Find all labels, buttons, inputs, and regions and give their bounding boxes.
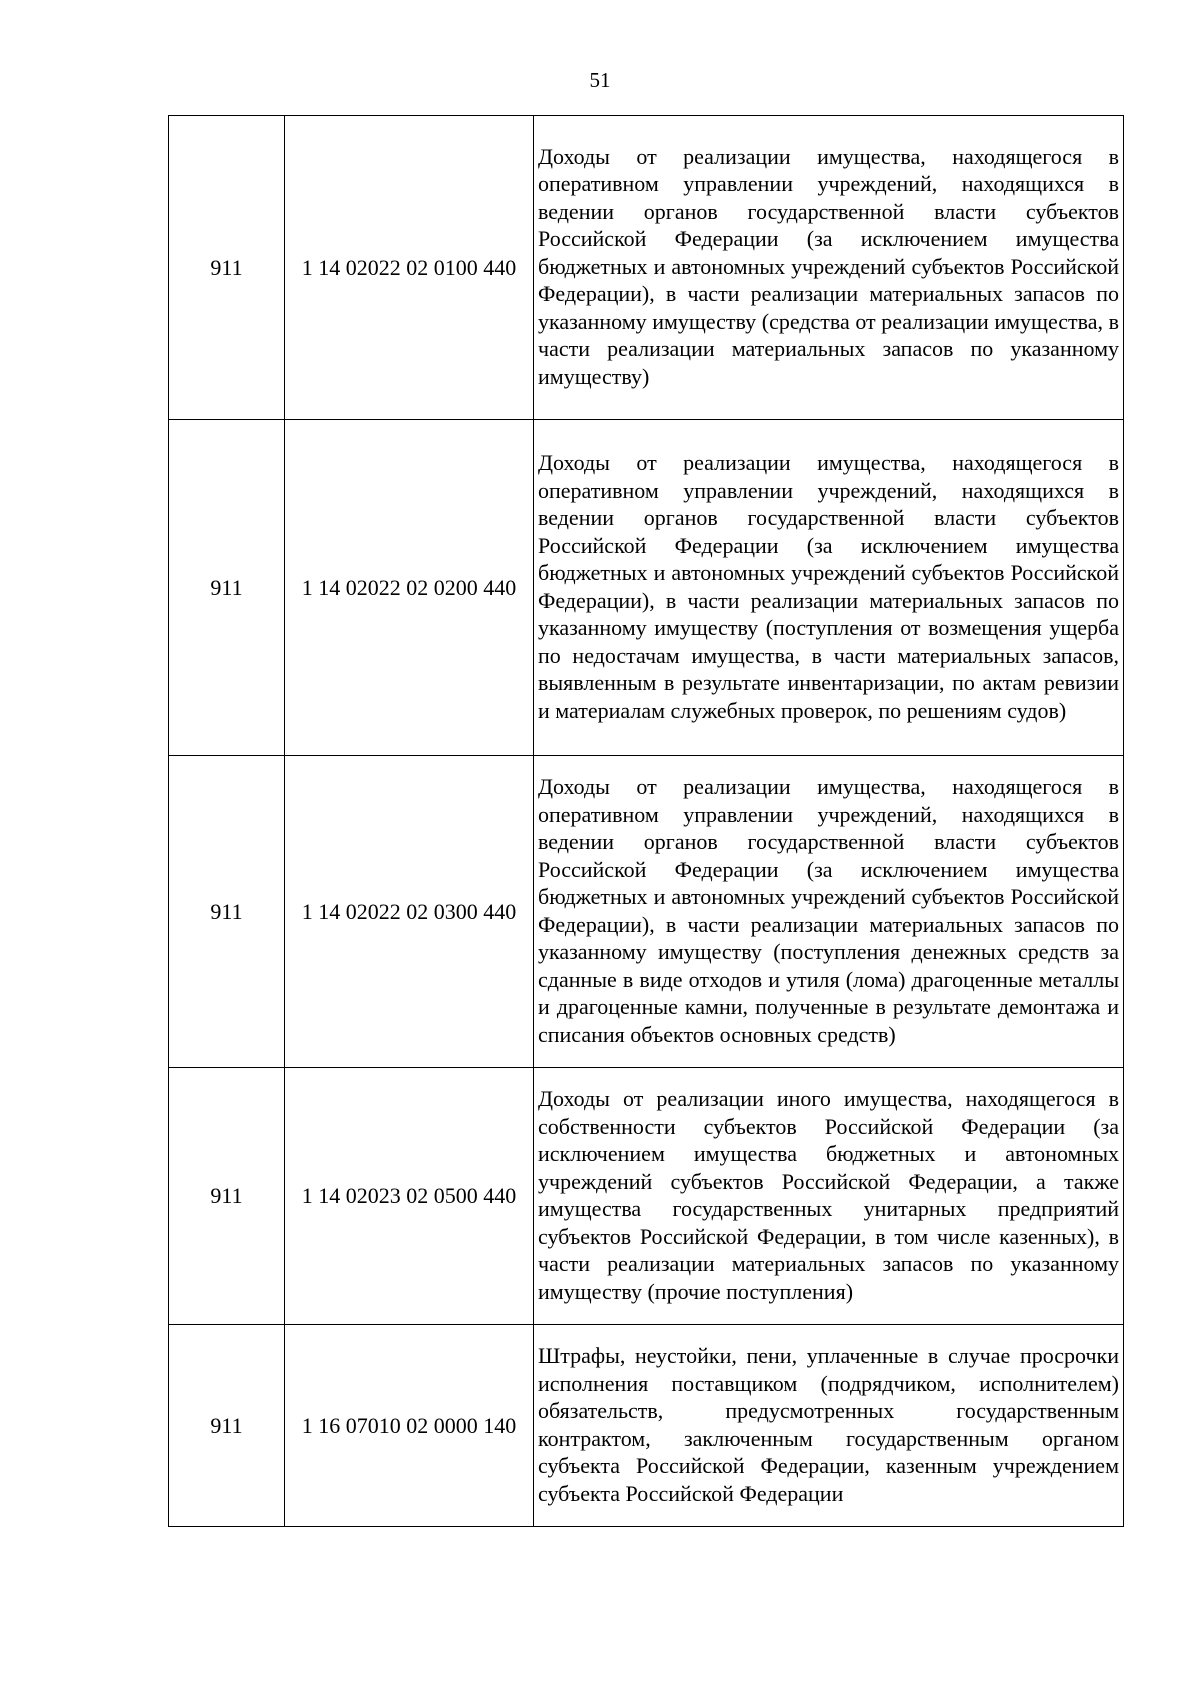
description-cell: Штрафы, неустойки, пени, уплаченные в случае просрочки исполнения поставщиком (подрядчиком, исполнителем) обязательств, предусмотренных государственным контрактом, заключенным государственным органом субъекта Российской Федерации, казенным учреждением субъекта Российской Федерации	[534, 1325, 1124, 1527]
admin-code-cell: 911	[169, 1068, 285, 1325]
admin-code-cell: 911	[169, 420, 285, 756]
kbk-code-cell: 1 14 02022 02 0200 440	[285, 420, 534, 756]
kbk-code-cell: 1 14 02022 02 0300 440	[285, 756, 534, 1068]
page-number: 51	[589, 68, 611, 92]
table-row	[169, 116, 1124, 420]
description-cell: Доходы от реализации иного имущества, находящегося в собственности субъектов Российской Федерации (за исключением имущества бюджетных и автономных учреждений субъектов Российской Федерации, а также имущества государственных унитарных предприятий субъектов Российской Федерации, в том числе казенных), в части реализации материальных запасов по указанному имуществу (прочие поступления)	[534, 1068, 1124, 1325]
description-cell: Доходы от реализации имущества, находящегося в оперативном управлении учреждений, находящихся в ведении органов государственной власти субъектов Российской Федерации (за исключением имущества бюджетных и автономных учреждений субъектов Российской Федерации), в части реализации материальных запасов по указанному имуществу (поступления от возмещения ущерба по недостачам имущества, в части материальных запасов, выявленным в результате инвентаризации, по актам ревизии и материалам служебных проверок, по решениям судов)	[534, 420, 1124, 756]
table-row	[169, 1068, 1124, 1325]
table-row	[169, 420, 1124, 756]
admin-code-cell: 911	[169, 116, 285, 420]
table-row	[169, 1325, 1124, 1527]
admin-code-cell: 911	[169, 756, 285, 1068]
kbk-code-cell: 1 14 02023 02 0500 440	[285, 1068, 534, 1325]
description-cell: Доходы от реализации имущества, находящегося в оперативном управлении учреждений, находящихся в ведении органов государственной власти субъектов Российской Федерации (за исключением имущества бюджетных и автономных учреждений субъектов Российской Федерации), в части реализации материальных запасов по указанному имуществу (поступления денежных средств за сданные в виде отходов и утиля (лома) драгоценные металлы и драгоценные камни, полученные в результате демонтажа и списания объектов основных средств)	[534, 756, 1124, 1068]
revenue-codes-table	[168, 115, 1124, 1527]
kbk-code-cell: 1 16 07010 02 0000 140	[285, 1325, 534, 1527]
table-row	[169, 756, 1124, 1068]
kbk-code-cell: 1 14 02022 02 0100 440	[285, 116, 534, 420]
description-cell: Доходы от реализации имущества, находящегося в оперативном управлении учреждений, находящихся в ведении органов государственной власти субъектов Российской Федерации (за исключением имущества бюджетных и автономных учреждений субъектов Российской Федерации), в части реализации материальных запасов по указанному имуществу (средства от реализации имущества, в части реализации материальных запасов по указанному имуществу)	[534, 116, 1124, 420]
admin-code-cell: 911	[169, 1325, 285, 1527]
